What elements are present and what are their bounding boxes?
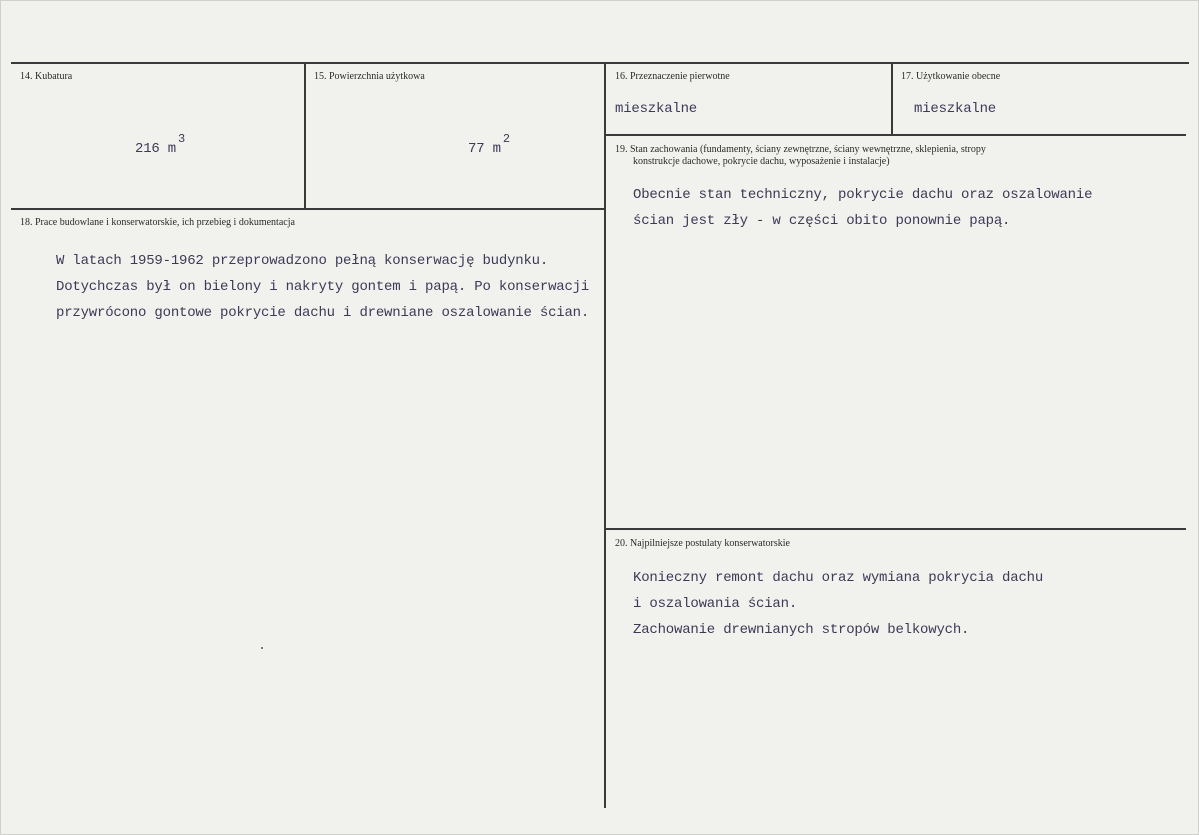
field-19-line: Obecnie stan techniczny, pokrycie dachu oraz oszalowanie: [633, 187, 1093, 203]
rule-right-under-16-17: [606, 134, 1186, 136]
field-16-label: 16. Przeznaczenie pierwotne: [615, 71, 730, 82]
field-18-text: [56, 248, 589, 326]
rule-right-under-19: [606, 528, 1186, 530]
paper-speck: [261, 647, 263, 649]
field-18-line: przywrócono gontowe pokrycie dachu i drewniane oszalowanie ścian.: [56, 305, 590, 321]
field-15-unit-exponent: 2: [502, 132, 510, 146]
divider-16-17: [891, 63, 893, 135]
field-19-text: [633, 182, 1092, 234]
field-17-value: mieszkalne: [914, 101, 997, 117]
rule-left-under-14-15: [11, 208, 605, 210]
field-14-label: 14. Kubatura: [20, 71, 73, 82]
field-20-line: Konieczny remont dachu oraz wymiana pokrycia dachu: [633, 570, 1044, 586]
divider-center: [604, 63, 606, 808]
field-20-text: [633, 565, 1043, 643]
field-20-label: 20. Najpilniejsze postulaty konserwatorskie: [615, 538, 790, 549]
field-19-line: ścian jest zły - w części obito ponownie papą.: [633, 213, 1011, 229]
field-19-label: [615, 144, 986, 168]
field-17-label: 17. Użytkowanie obecne: [901, 71, 1001, 82]
field-19-label-line1: 19. Stan zachowania (fundamenty, ściany zewnętrzne, ściany wewnętrzne, sklepienia, stropy: [615, 144, 986, 155]
field-18-line: W latach 1959-1962 przeprowadzono pełną konserwację budynku.: [56, 253, 549, 269]
divider-14-15: [304, 63, 306, 209]
field-15-value: [468, 132, 510, 157]
field-15-label: 15. Powierzchnia użytkowa: [314, 71, 425, 82]
top-rule: [11, 62, 1189, 64]
field-20-line: Zachowanie drewnianych stropów belkowych.: [633, 622, 970, 638]
field-14-unit-exponent: 3: [178, 132, 186, 146]
field-14-value: [135, 132, 186, 157]
field-18-line: Dotychczas był on bielony i nakryty gontem i papą. Po konserwacji: [56, 279, 590, 295]
field-16-value: mieszkalne: [615, 101, 698, 117]
field-15-number: 77 m: [468, 141, 501, 157]
field-19-label-line2: konstrukcje dachowe, pokrycie dachu, wyposażenie i instalacje): [633, 156, 890, 167]
field-18-label: 18. Prace budowlane i konserwatorskie, ich przebieg i dokumentacja: [20, 217, 295, 228]
field-20-line: i oszalowania ścian.: [633, 596, 798, 612]
field-14-number: 216 m: [135, 141, 177, 157]
